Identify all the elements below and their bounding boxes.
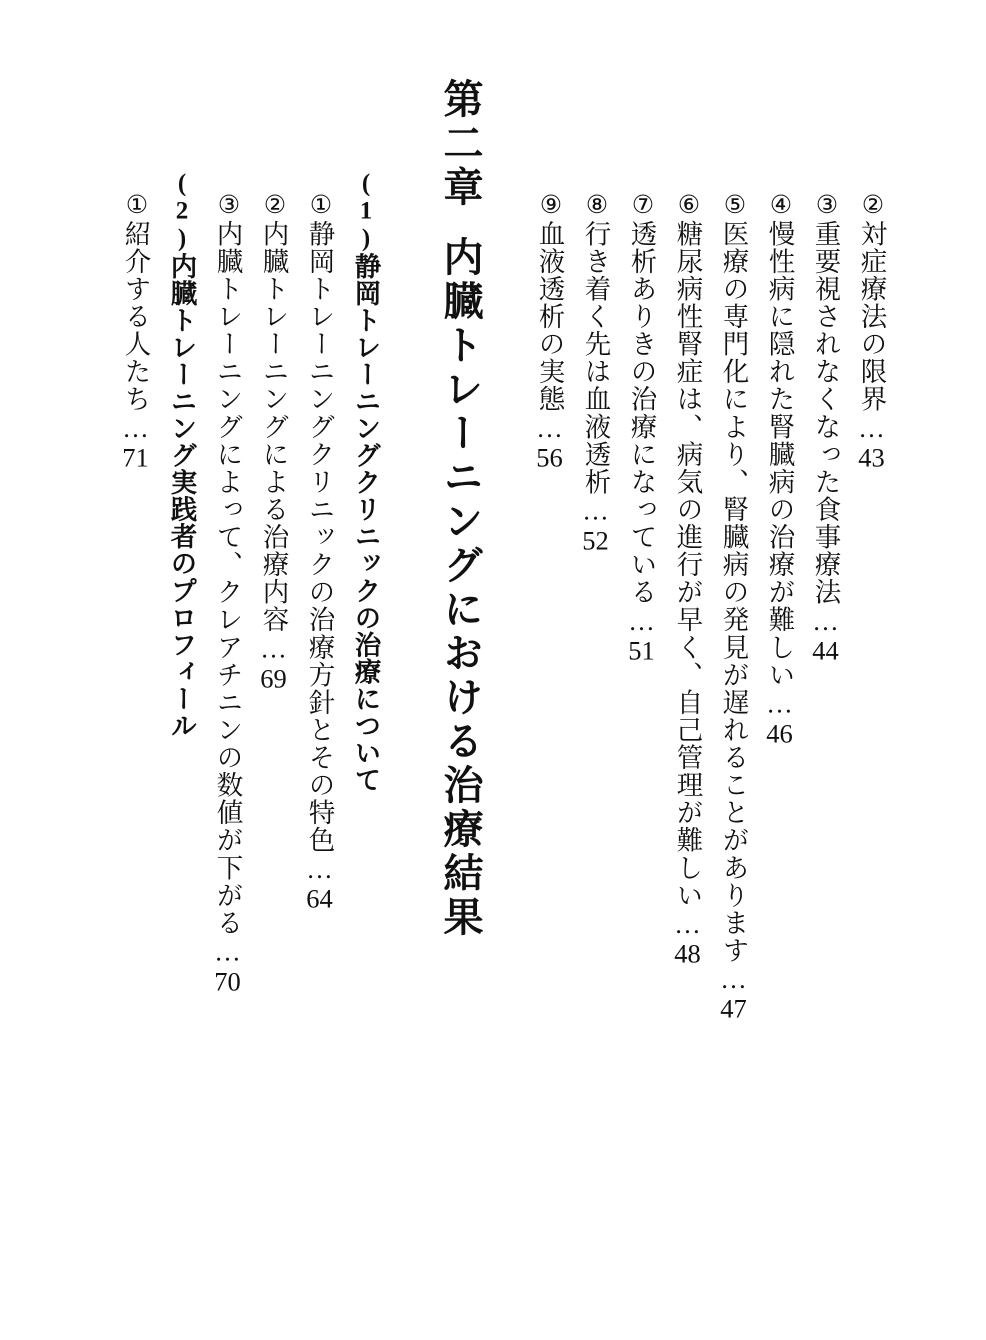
entry-page: 43 (858, 444, 885, 471)
entry-page: 71 (122, 444, 149, 471)
entry-marker: ② (858, 190, 886, 221)
entry-text: 対症療法の限界… (856, 220, 887, 445)
toc-entry[interactable] (812, 190, 839, 663)
entry-marker: (2) (168, 170, 196, 253)
entry-text: 慢性病に隠れた腎臓病の治療が難しい… (764, 220, 795, 720)
toc-entry[interactable] (306, 190, 333, 912)
entry-page: 69 (260, 664, 287, 692)
entry-text: 内臓トレーニングによって、クレアチニンの数値が下がる… (212, 220, 243, 968)
entry-marker: ⑦ (628, 190, 656, 221)
toc-entry[interactable] (628, 190, 655, 663)
entry-text: 透析ありきの治療になっている… (626, 220, 657, 637)
entry-text: 重要視されなくなった食事療法… (810, 220, 841, 637)
toc-entry[interactable] (720, 190, 747, 1022)
toc-entry[interactable] (766, 190, 793, 746)
toc-entry[interactable] (168, 170, 195, 739)
toc-entry[interactable] (536, 190, 563, 471)
entry-marker: ① (306, 190, 334, 221)
entry-marker: (1) (352, 170, 380, 253)
entry-marker: ⑨ (536, 190, 564, 221)
entry-text: 医療の専門化により、腎臓病の発見が遅れることがあります… (718, 220, 749, 996)
entry-page: 48 (674, 940, 701, 967)
chapter-heading (438, 78, 483, 940)
entry-marker: ① (122, 190, 150, 221)
entry-page: 46 (766, 719, 793, 747)
entry-text: 血液透析の実態… (534, 220, 565, 445)
entry-page: 64 (306, 885, 333, 912)
toc-entry[interactable] (122, 190, 149, 471)
entry-text: 内臓トレーニングによる治療内容… (258, 220, 289, 665)
toc-entry[interactable] (352, 170, 379, 793)
entry-marker: ⑥ (674, 190, 702, 221)
toc-entry[interactable] (858, 190, 885, 471)
entry-text: 糖尿病性腎症は、病気の進行が早く、自己管理が難しい… (672, 220, 703, 941)
entry-text: 静岡トレーニングクリニックの治療方針とその特色… (304, 220, 335, 886)
entry-marker: ⑤ (720, 190, 748, 221)
entry-text: 内臓トレーニング実践者のプロフィール (166, 252, 197, 740)
entry-page: 70 (214, 967, 241, 995)
entry-text: 行き着く先は血液透析… (580, 220, 611, 527)
entry-marker: ③ (214, 190, 242, 221)
entry-marker: ③ (812, 190, 840, 221)
entry-marker: ② (260, 190, 288, 221)
chapter-number: 第二章 (438, 78, 483, 210)
toc-entry[interactable] (674, 190, 701, 967)
entry-text: 静岡トレーニングクリニックの治療について (350, 252, 381, 794)
entry-page: 51 (628, 636, 655, 664)
entry-marker: ⑧ (582, 190, 610, 221)
toc-entry[interactable] (582, 190, 609, 553)
entry-text: 紹介する人たち… (120, 220, 151, 445)
chapter-title-text: 内臓トレーニングにおける治療結果 (438, 236, 483, 940)
entry-page: 44 (812, 636, 839, 664)
entry-marker: ④ (766, 190, 794, 221)
entry-page: 52 (582, 526, 609, 554)
toc-entry[interactable] (260, 190, 287, 691)
entry-page: 56 (536, 444, 563, 471)
entry-page: 47 (720, 995, 747, 1022)
toc-entry[interactable] (214, 190, 241, 994)
